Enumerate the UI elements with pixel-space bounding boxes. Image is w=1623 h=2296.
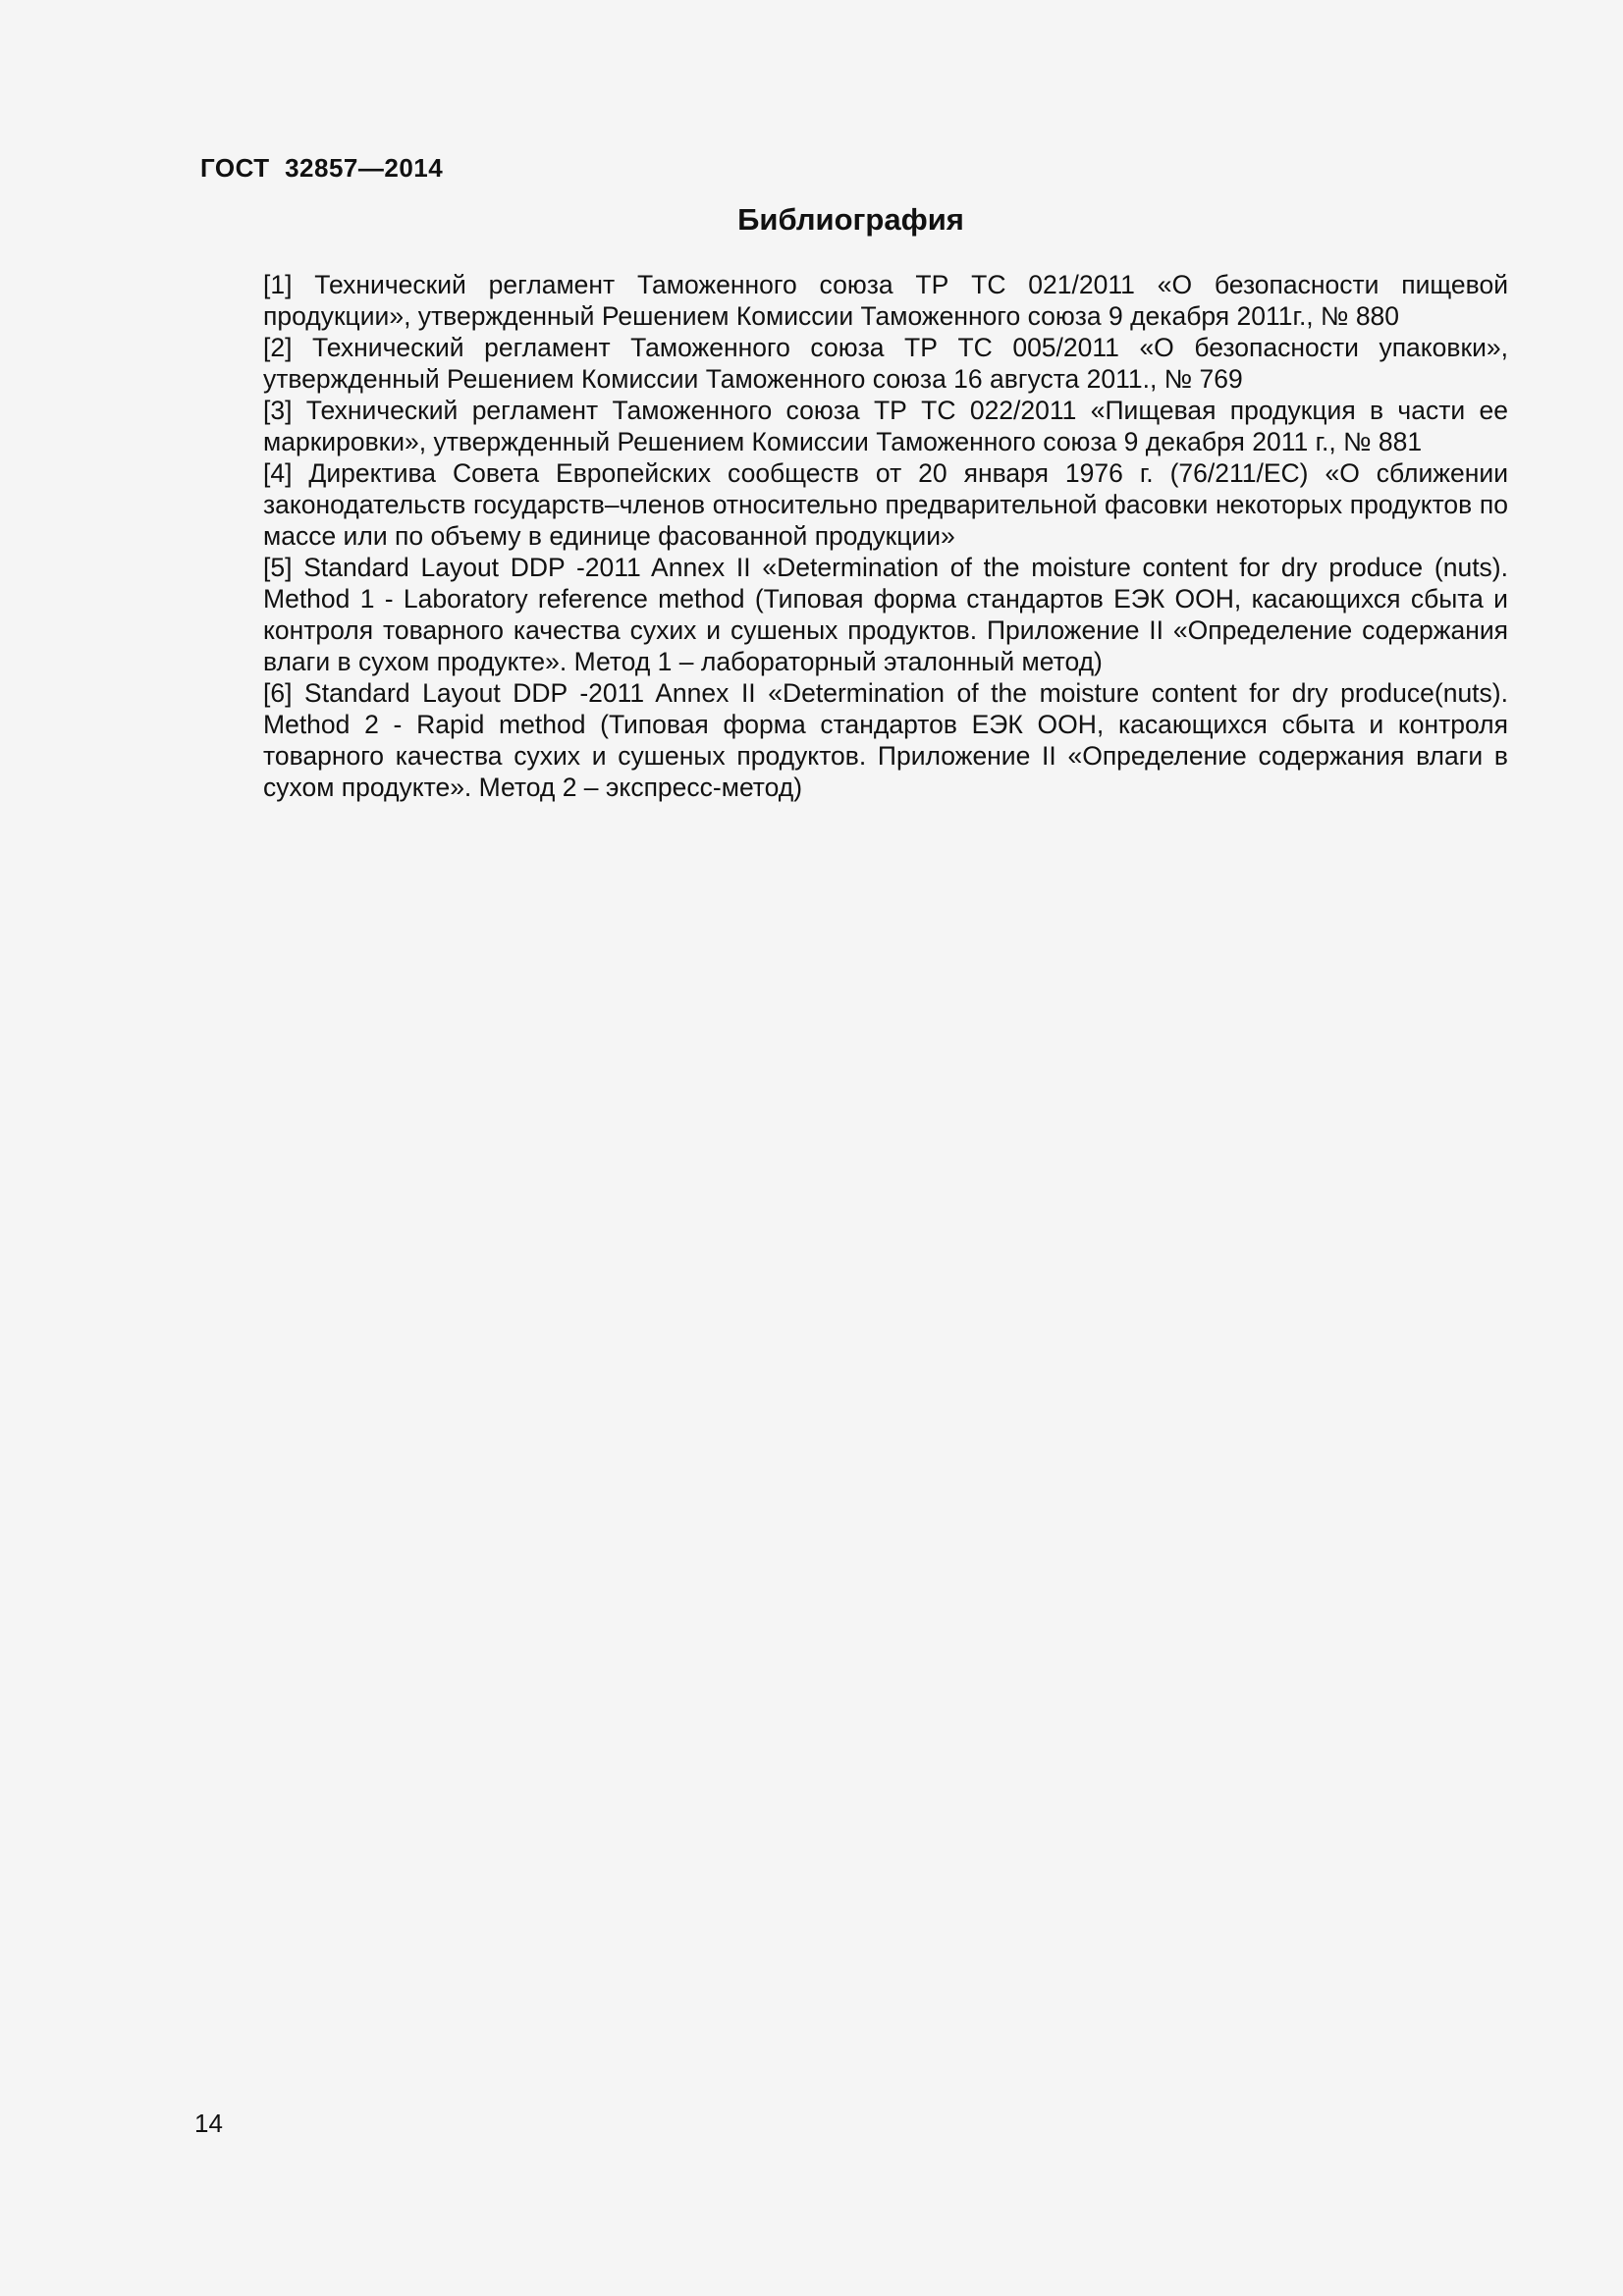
bibliography-entry-5: [5] Standard Layout DDP -2011 Annex II «Determination of the moisture content for dry produce (nuts). Method 1 - Laboratory reference method (Типовая форма стандартов ЕЭК ООН, касающихся сбыта и контроля товарного качества сухих и сушеных продуктов. Приложение II «Определение содержания влаги в сухом продукте». Метод 1 – лабораторный эталонный метод) bbox=[263, 553, 1508, 676]
bibliography-entry-3: [3] Технический регламент Таможенного союза ТР ТС 022/2011 «Пищевая продукция в части ее маркировки», утвержденный Решением Комиссии Таможенного союза 9 декабря 2011 г., № 881 bbox=[263, 396, 1508, 456]
standard-id-header: ГОСТ 32857—2014 bbox=[200, 153, 444, 183]
bibliography-list bbox=[263, 269, 1508, 803]
section-title: Библиография bbox=[737, 202, 964, 237]
bibliography-entry-6: [6] Standard Layout DDP -2011 Annex II «Determination of the moisture content for dry produce(nuts). Method 2 - Rapid method (Типовая форма стандартов ЕЭК ООН, касающихся сбыта и контроля товарного качества сухих и сушеных продуктов. Приложение II «Определение содержания влаги в сухом продукте». Метод 2 – экспресс-метод) bbox=[263, 678, 1508, 802]
bibliography-entry-1: [1] Технический регламент Таможенного союза ТР ТС 021/2011 «О безопасности пищевой продукции», утвержденный Решением Комиссии Таможенного союза 9 декабря 2011г., № 880 bbox=[263, 270, 1508, 331]
bibliography-entry-4: [4] Директива Совета Европейских сообществ от 20 января 1976 г. (76/211/ЕС) «О сближении законодательств государств–членов относительно предварительной фасовки некоторых продуктов по массе или по объему в единице фасованной продукции» bbox=[263, 458, 1508, 551]
bibliography-entry-2: [2] Технический регламент Таможенного союза ТР ТС 005/2011 «О безопасности упаковки», утвержденный Решением Комиссии Таможенного союза 16 августа 2011., № 769 bbox=[263, 333, 1508, 394]
page-number: 14 bbox=[194, 2109, 223, 2138]
